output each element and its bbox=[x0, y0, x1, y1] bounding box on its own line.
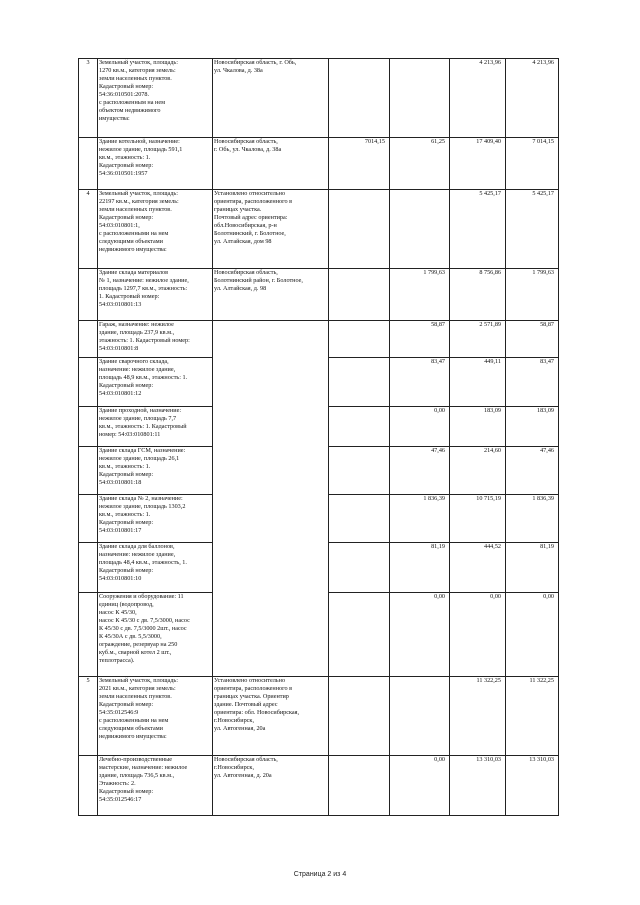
row-number bbox=[79, 593, 98, 677]
value-col-7: 81,19 bbox=[506, 543, 559, 593]
value-col-6: 10 715,19 bbox=[450, 495, 506, 543]
property-description: Здание склада для баллонов, назначение: нежилое здание, площадь 48,4 кв.м., этажность, 1. Кадастровый номер: 54:03:010801:10 bbox=[98, 543, 213, 593]
property-address: Установлено относительно ориентира, расположенного в границах участка. Ориентир здание. Почтовый адрес ориентира: обл. Новосибирская, г.Новосибирск, ул. Автогенная, 20а bbox=[213, 677, 329, 756]
row-number bbox=[79, 138, 98, 190]
value-col-6: 11 322,25 bbox=[450, 677, 506, 756]
value-col-4 bbox=[329, 756, 390, 816]
row-number bbox=[79, 321, 98, 358]
value-col-5: 81,19 bbox=[390, 543, 450, 593]
value-col-4 bbox=[329, 190, 390, 269]
value-col-7: 58,87 bbox=[506, 321, 559, 358]
row-number bbox=[79, 543, 98, 593]
property-address: Установлено относительно ориентира, расположенного в границах участка. Почтовый адрес ориентира: обл.Новосибирская, р-н Болотнинский, г. Болотное, ул. Алтайская, дом 98 bbox=[213, 190, 329, 269]
table-row bbox=[79, 59, 559, 138]
value-col-6: 4 213,96 bbox=[450, 59, 506, 138]
property-address bbox=[213, 321, 329, 677]
value-col-7: 183,09 bbox=[506, 407, 559, 447]
value-col-7: 83,47 bbox=[506, 358, 559, 407]
value-col-6: 0,00 bbox=[450, 593, 506, 677]
value-col-4 bbox=[329, 358, 390, 407]
row-number: 4 bbox=[79, 190, 98, 269]
row-number: 5 bbox=[79, 677, 98, 756]
value-col-4 bbox=[329, 59, 390, 138]
value-col-7: 1 836,39 bbox=[506, 495, 559, 543]
property-table-container bbox=[78, 58, 559, 816]
property-description: Здание склада ГСМ, назначение: нежилое здание, площадь 26,1 кв.м., этажность: 1. Кадастровый номер: 54:03:010801:18 bbox=[98, 447, 213, 495]
table-row bbox=[79, 756, 559, 816]
property-description: Здание склада № 2, назначение: нежилое здание, площадь 1303,2 кв.м., этажность: 1. Кадастровый номер: 54:03:010801:17 bbox=[98, 495, 213, 543]
value-col-4 bbox=[329, 407, 390, 447]
row-number bbox=[79, 495, 98, 543]
value-col-6: 183,09 bbox=[450, 407, 506, 447]
value-col-5 bbox=[390, 190, 450, 269]
value-col-5: 1 799,63 bbox=[390, 269, 450, 321]
value-col-6: 444,52 bbox=[450, 543, 506, 593]
row-number bbox=[79, 447, 98, 495]
property-address: Новосибирская область, г.Новосибирск, ул. Автогенная, д. 20а bbox=[213, 756, 329, 816]
value-col-4 bbox=[329, 677, 390, 756]
property-description: Здание сварочного склада, назначение: нежилое здание, площадь 48,9 кв.м., этажность: 1. Кадастровый номер: 54:03:010801:12 bbox=[98, 358, 213, 407]
value-col-6: 2 571,89 bbox=[450, 321, 506, 358]
property-description: Здание склада материалов № 1, назначение: нежилое здание, площадь 1297,7 кв.м., этажность: 1. Кадастровый номер: 54:03:010801:13 bbox=[98, 269, 213, 321]
value-col-4 bbox=[329, 321, 390, 358]
property-description: Сооружения и оборудование: 11 единиц (водопровод, насос К 45/30, насос К 45/30 с дв. 7,5/3000, насос К 45/30 с дв. 7,5/3000 2шт., насос К 45/30А с дв. 5,5/3000, ограждение, резервуар на 250 куб.м., сварной котел 2 шт., теплотрасса). bbox=[98, 593, 213, 677]
value-col-5 bbox=[390, 677, 450, 756]
value-col-4: 7014,15 bbox=[329, 138, 390, 190]
value-col-4 bbox=[329, 495, 390, 543]
value-col-6: 17 409,40 bbox=[450, 138, 506, 190]
property-table bbox=[78, 58, 559, 816]
property-description: Лечебно-производственные мастерские, назначение: нежилое здание, площадь 736,5 кв.м., Этажность: 2. Кадастровый номер: 54:35:012546:17 bbox=[98, 756, 213, 816]
property-address: Новосибирская область, г. Обь, ул. Чкалова, д. 38а bbox=[213, 59, 329, 138]
value-col-4 bbox=[329, 543, 390, 593]
table-row bbox=[79, 677, 559, 756]
value-col-5: 47,46 bbox=[390, 447, 450, 495]
property-description: Земельный участок, площадь: 22197 кв.м., категория земель: земли населенных пунктов. Кадастровый номер: 54:03:010801:1, с расположенными на нем следующими объектами недвижимого имущества: bbox=[98, 190, 213, 269]
value-col-7: 11 322,25 bbox=[506, 677, 559, 756]
value-col-7: 47,46 bbox=[506, 447, 559, 495]
property-description: Гараж, назначение: нежилое здание, площадь 237,9 кв.м., этажность: 1. Кадастровый номер: 54:03:010801:8 bbox=[98, 321, 213, 358]
row-number bbox=[79, 756, 98, 816]
value-col-5: 83,47 bbox=[390, 358, 450, 407]
value-col-7: 1 799,63 bbox=[506, 269, 559, 321]
property-description: Здание котельной, назначение: нежилое здание, площадь 591,1 кв.м., этажность: 1. Кадастровый номер: 54:36:010501:1957 bbox=[98, 138, 213, 190]
value-col-5: 0,00 bbox=[390, 407, 450, 447]
table-row bbox=[79, 190, 559, 269]
value-col-6: 449,11 bbox=[450, 358, 506, 407]
value-col-5: 0,00 bbox=[390, 756, 450, 816]
property-description: Земельный участок, площадь: 2021 кв.м., категория земель: земли населенных пунктов. Кадастровый номер: 54:35:012546:9 с расположенными на нем следующими объектами недвижимого имущества: bbox=[98, 677, 213, 756]
value-col-5: 1 836,39 bbox=[390, 495, 450, 543]
property-address: Новосибирская область, Болотнинский район, г. Болотное, ул. Алтайская, д. 98 bbox=[213, 269, 329, 321]
row-number bbox=[79, 269, 98, 321]
value-col-6: 5 425,17 bbox=[450, 190, 506, 269]
value-col-6: 214,60 bbox=[450, 447, 506, 495]
value-col-7: 13 310,03 bbox=[506, 756, 559, 816]
table-row bbox=[79, 138, 559, 190]
table-row bbox=[79, 321, 559, 358]
value-col-4 bbox=[329, 447, 390, 495]
row-number: 3 bbox=[79, 59, 98, 138]
row-number bbox=[79, 407, 98, 447]
property-address: Новосибирская область, г. Обь, ул. Чкалова, д. 38а bbox=[213, 138, 329, 190]
page-footer: Страница 2 из 4 bbox=[293, 871, 347, 878]
row-number bbox=[79, 358, 98, 407]
table-row bbox=[79, 269, 559, 321]
value-col-5: 61,25 bbox=[390, 138, 450, 190]
value-col-4 bbox=[329, 269, 390, 321]
value-col-6: 8 756,86 bbox=[450, 269, 506, 321]
value-col-7: 5 425,17 bbox=[506, 190, 559, 269]
value-col-7: 7 014,15 bbox=[506, 138, 559, 190]
value-col-5 bbox=[390, 59, 450, 138]
value-col-6: 13 310,03 bbox=[450, 756, 506, 816]
property-description: Земельный участок, площадь: 1270 кв.м., категория земель: земли населенных пунктов. Кадастровый номер: 54:36:010501:2078. с расположенным на нем объектом недвижимого имущества: bbox=[98, 59, 213, 138]
value-col-7: 4 213,96 bbox=[506, 59, 559, 138]
value-col-5: 58,87 bbox=[390, 321, 450, 358]
property-description: Здание проходной, назначение: нежилое здание, площадь 7,7 кв.м., этажность: 1. Кадастровый номер: 54:03:010801:11 bbox=[98, 407, 213, 447]
value-col-4 bbox=[329, 593, 390, 677]
value-col-7: 0,00 bbox=[506, 593, 559, 677]
value-col-5: 0,00 bbox=[390, 593, 450, 677]
